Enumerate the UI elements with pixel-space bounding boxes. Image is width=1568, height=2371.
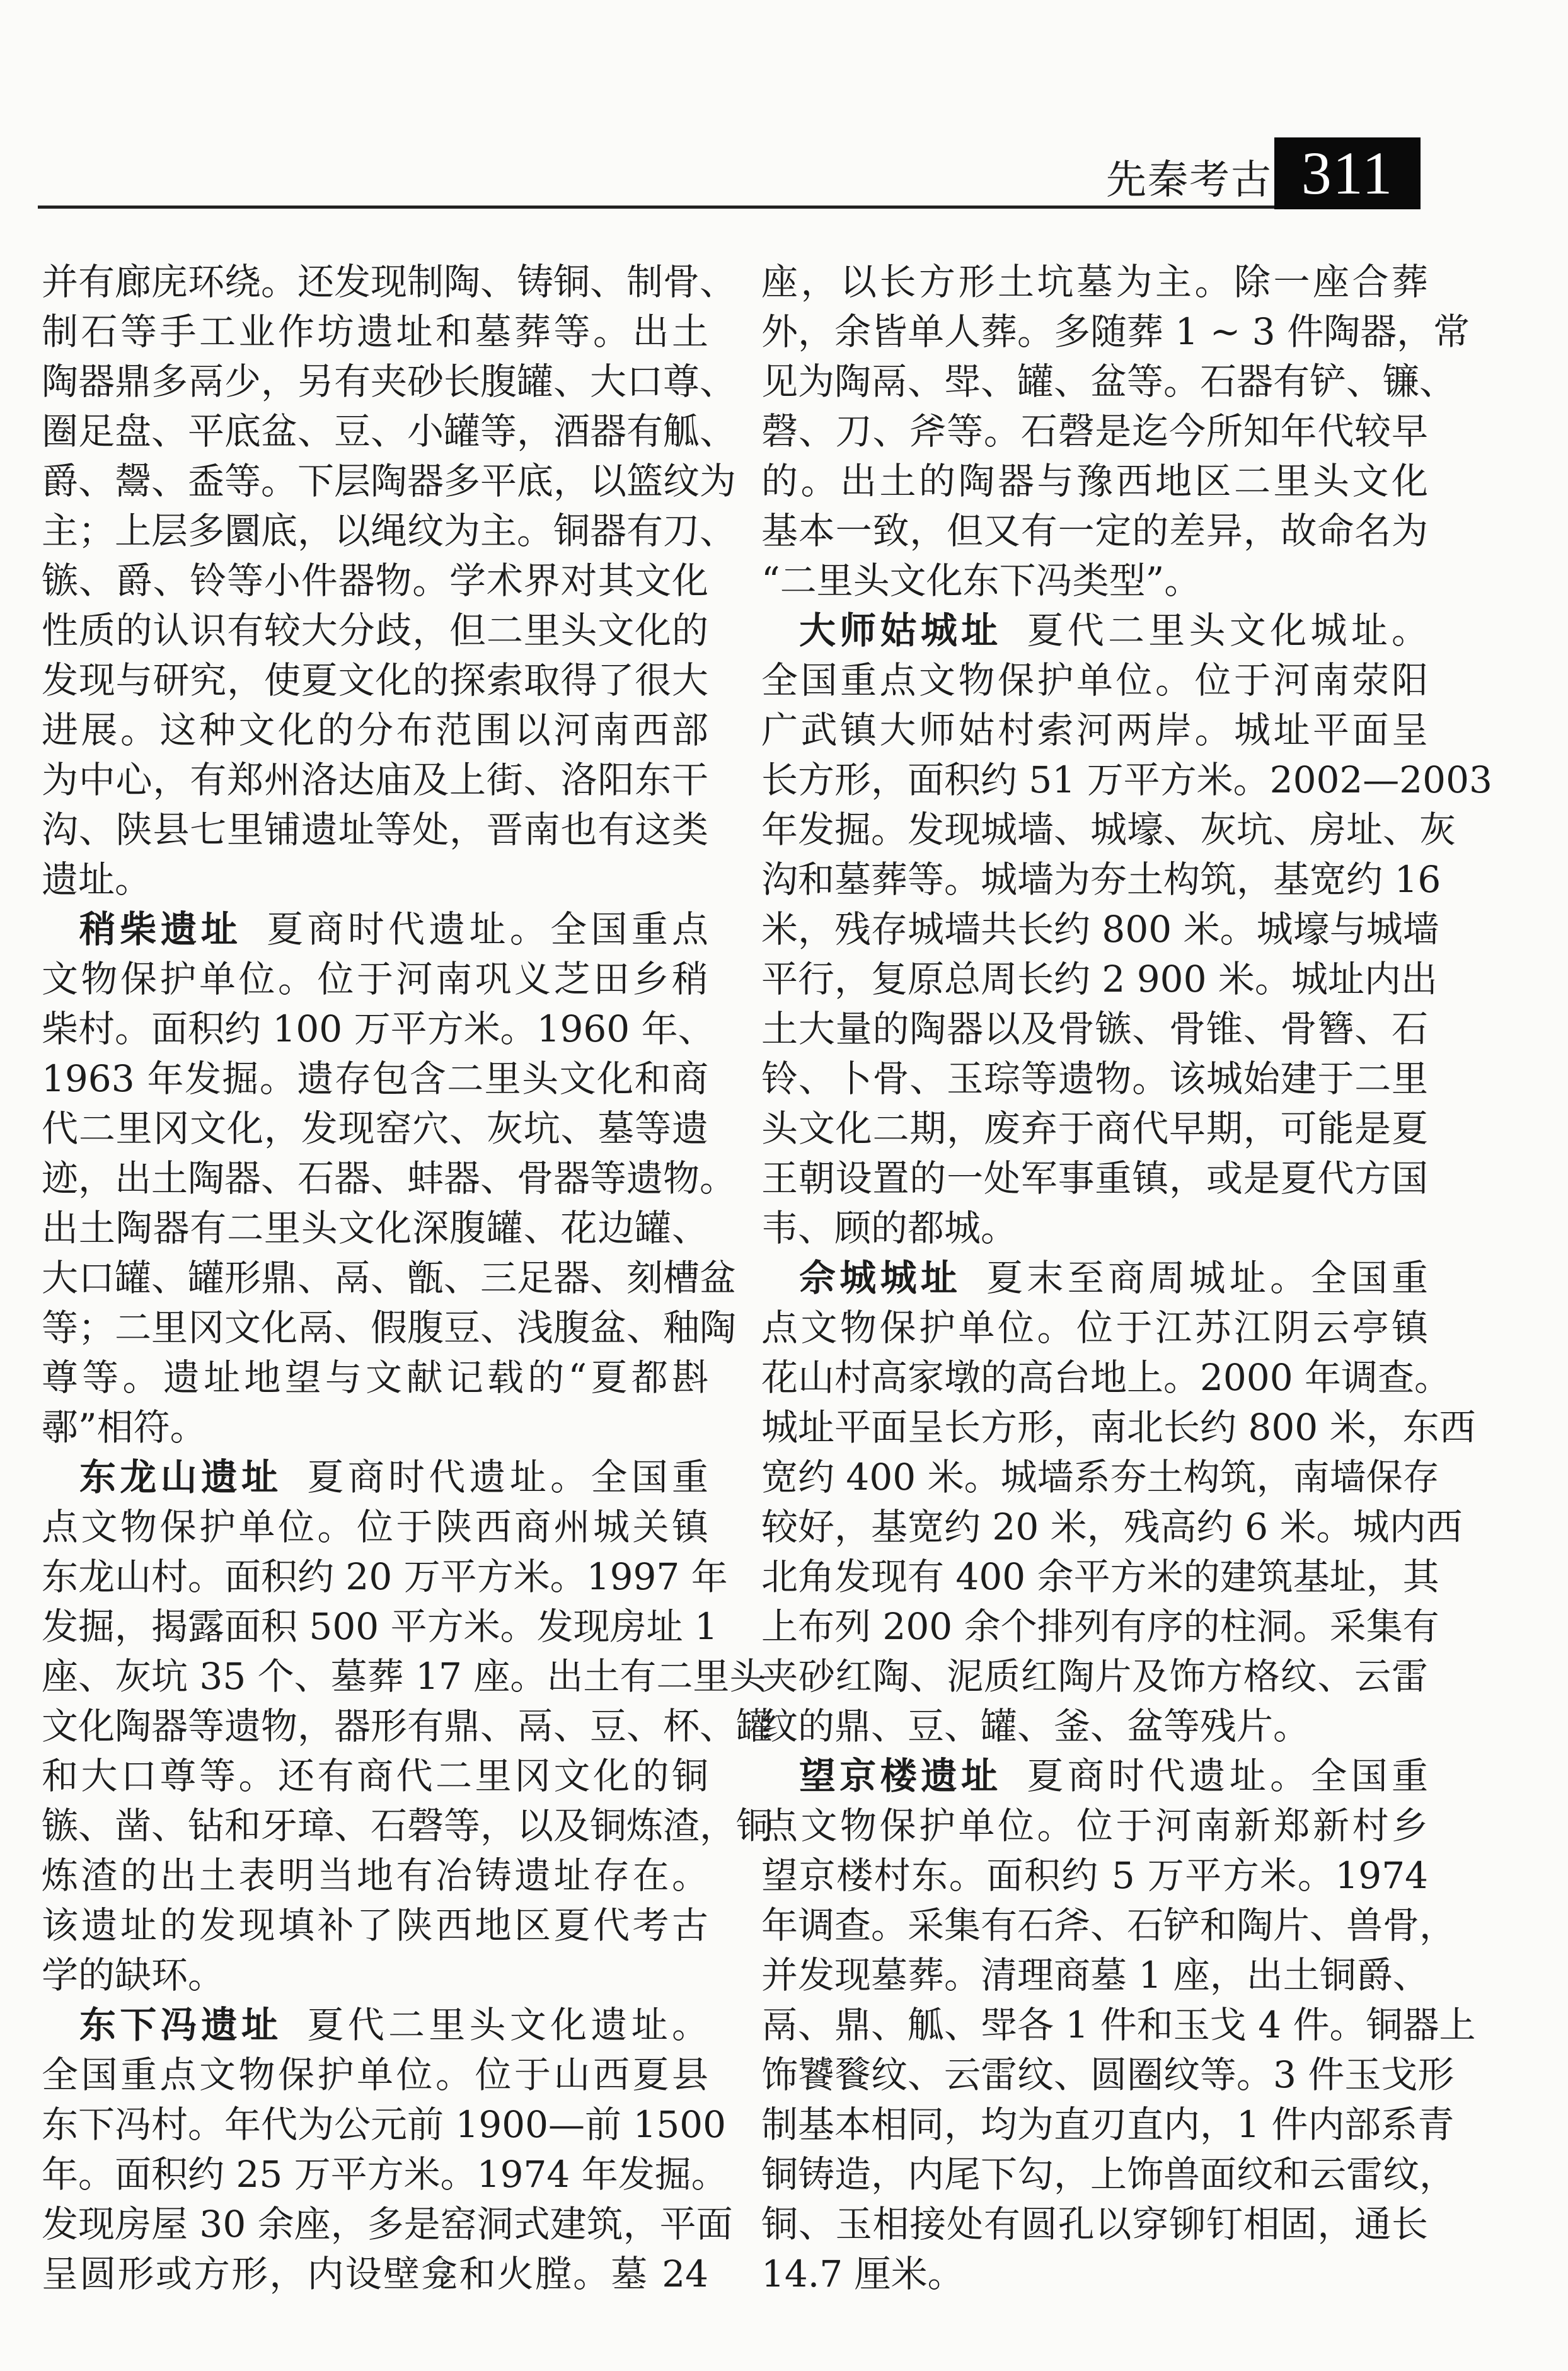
text-line: 纹的鼎、豆、罐、釜、盆等残片。 (761, 1705, 1310, 1748)
text-line: 鄩”相符。 (42, 1406, 207, 1449)
text-line: 花山村高家墩的高台地上。2000 年调查。 (761, 1356, 1451, 1399)
text-line: 呈圆形或方形，内设壁龛和火膛。墓 24 (42, 2252, 708, 2295)
text-line: 城址平面呈长方形，南北长约 800 米，东西 (761, 1406, 1476, 1449)
text-line: 年发掘。发现城墙、城壕、灰坑、房址、灰 (761, 808, 1456, 851)
text-line: 文物保护单位。位于河南巩义芝田乡稍 (42, 958, 708, 1000)
text-line: 磬、刀、斧等。石磬是迄今所知年代较早 (761, 410, 1428, 453)
entry-text: 夏代二里头文化遗址。 (307, 2003, 708, 2046)
entry-headword: 东下冯遗址 (79, 2003, 282, 2046)
text-line: 上布列 200 余个排列有序的柱洞。采集有 (761, 1605, 1439, 1648)
text-line: 广武镇大师姑村索河两岸。城址平面呈 (761, 709, 1428, 751)
text-line: 饰饕餮纹、云雷纹、圆圈纹等。3 件玉戈形 (761, 2053, 1455, 2096)
text-line: 学的缺环。 (42, 1954, 225, 1997)
entry-paragraph (761, 1253, 1476, 1751)
text-line: 土大量的陶器以及骨镞、骨锥、骨簪、石 (761, 1007, 1428, 1050)
text-line: 米，残存城墙共长约 800 米。城壕与城墙 (761, 908, 1439, 951)
text-line: 铜铸造，内尾下勾，上饰兽面纹和云雷纹， (761, 2153, 1456, 2196)
text-line: 并发现墓葬。清理商墓 1 座，出土铜爵、 (761, 1954, 1429, 1997)
header-rule (38, 206, 1276, 209)
text-line: 镞、凿、钻和牙璋、石磬等，以及铜炼渣，铜 (42, 1804, 773, 1847)
entry-headword: 望京楼遗址 (799, 1754, 1002, 1797)
text-line: 平行，复原总周长约 2 900 米。城址内出 (761, 958, 1438, 1000)
left-column (42, 257, 773, 2299)
text-line: 望京楼村东。面积约 5 万平方米。1974 (761, 1854, 1428, 1897)
entry-paragraph (42, 905, 737, 1452)
entry-paragraph (42, 1452, 773, 2000)
entry-text: 夏商时代遗址。全国重 (307, 1456, 708, 1499)
entry-paragraph (761, 606, 1492, 1253)
text-line: 年。面积约 25 万平方米。1974 年发掘。 (42, 2153, 728, 2196)
text-line (42, 2000, 708, 2050)
text-line: 的。出土的陶器与豫西地区二里头文化 (761, 460, 1428, 502)
text-line: 迹，出土陶器、石器、蚌器、骨器等遗物。 (42, 1157, 737, 1200)
text-line: 出土陶器有二里头文化深腹罐、花边罐、 (42, 1207, 708, 1249)
text-line: 进展。这种文化的分布范围以河南西部 (42, 709, 708, 751)
text-line: 北角发现有 400 余平方米的建筑基址，其 (761, 1555, 1439, 1598)
text-line: 爵、鬶、盉等。下层陶器多平底，以篮纹为 (42, 460, 737, 502)
section-title: 先秦考古 (1106, 157, 1272, 204)
text-line: “二里头文化东下冯类型”。 (761, 559, 1201, 602)
text-line: 鬲、鼎、觚、斝各 1 件和玉戈 4 件。铜器上 (761, 2003, 1476, 2046)
text-line: 尊等。遗址地望与文献记载的“夏都斟 (42, 1356, 708, 1399)
text-line (42, 905, 708, 954)
text-line: 宽约 400 米。城墙系夯土构筑，南墙保存 (761, 1456, 1439, 1499)
entry-headword: 东龙山遗址 (79, 1456, 282, 1499)
text-line: 和大口尊等。还有商代二里冈文化的铜 (42, 1754, 708, 1797)
text-line: 该遗址的发现填补了陕西地区夏代考古 (42, 1904, 708, 1947)
text-line: 镞、爵、铃等小件器物。学术界对其文化 (42, 559, 708, 602)
text-line: 制石等手工业作坊遗址和墓葬等。出土 (42, 310, 708, 353)
entry-text: 夏代二里头文化城址。 (1027, 609, 1428, 652)
text-line: 制基本相同，均为直刃直内，1 件内部系青 (761, 2103, 1455, 2146)
text-line: 柴村。面积约 100 万平方米。1960 年、 (42, 1007, 715, 1050)
text-line: 主；上层多圜底，以绳纹为主。铜器有刀、 (42, 509, 737, 552)
continued-paragraph (42, 257, 737, 905)
text-line: 点文物保护单位。位于江苏江阴云亭镇 (761, 1306, 1428, 1349)
text-line: 沟和墓葬等。城墙为夯土构筑，基宽约 16 (761, 858, 1441, 901)
text-line (761, 606, 1428, 656)
text-line: 炼渣的出土表明当地有冶铸遗址存在。 (42, 1854, 708, 1897)
text-line: 座、灰坑 35 个、墓葬 17 座。出土有二里头 (42, 1655, 766, 1698)
text-line: 为中心，有郑州洛达庙及上街、洛阳东干 (42, 758, 708, 801)
text-line: 夹砂红陶、泥质红陶片及饰方格纹、云雷 (761, 1655, 1428, 1698)
text-line: 发掘，揭露面积 500 平方米。发现房址 1 (42, 1605, 718, 1648)
entry-text: 夏末至商周城址。全国重 (986, 1256, 1428, 1299)
text-line: 年调查。采集有石斧、石铲和陶片、兽骨， (761, 1904, 1456, 1947)
text-line: 全国重点文物保护单位。位于山西夏县 (42, 2053, 708, 2096)
text-line: 较好，基宽约 20 米，残高约 6 米。城内西 (761, 1505, 1463, 1548)
text-line: 铜、玉相接处有圆孔以穿铆钉相固，通长 (761, 2203, 1428, 2246)
text-line: 代二里冈文化，发现窑穴、灰坑、墓等遗 (42, 1107, 708, 1150)
text-line: 发现与研究，使夏文化的探索取得了很大 (42, 659, 708, 702)
text-line: 王朝设置的一处军事重镇，或是夏代方国 (761, 1157, 1428, 1200)
text-line: 1963 年发掘。遗存包含二里头文化和商 (42, 1057, 708, 1100)
text-line: 等；二里冈文化鬲、假腹豆、浅腹盆、釉陶 (42, 1306, 737, 1349)
entry-headword: 佘城城址 (799, 1256, 962, 1299)
entry-paragraph (42, 2000, 733, 2299)
text-line: 14.7 厘米。 (761, 2252, 964, 2295)
entry-text: 夏商时代遗址。全国重点 (267, 908, 708, 951)
text-line: 外，余皆单人葬。多随葬 1 ~ 3 件陶器，常 (761, 310, 1470, 353)
entry-headword: 大师姑城址 (799, 609, 1002, 652)
text-line: 发现房屋 30 余座，多是窑洞式建筑，平面 (42, 2203, 733, 2246)
text-line: 陶器鼎多鬲少，另有夹砂长腹罐、大口尊、 (42, 360, 737, 403)
text-line: 头文化二期，废弃于商代早期，可能是夏 (761, 1107, 1428, 1150)
page-number: 311 (1274, 137, 1421, 209)
text-line: 大口罐、罐形鼎、鬲、甑、三足器、刻槽盆 (42, 1256, 737, 1299)
text-line: 文化陶器等遗物，器形有鼎、鬲、豆、杯、罐 (42, 1705, 773, 1748)
text-line: 点文物保护单位。位于河南新郑新村乡 (761, 1804, 1428, 1847)
entry-text: 夏商时代遗址。全国重 (1027, 1754, 1428, 1797)
text-line: 性质的认识有较大分歧，但二里头文化的 (42, 609, 708, 652)
entry-paragraph (761, 1751, 1476, 2299)
text-line: 东龙山村。面积约 20 万平方米。1997 年 (42, 1555, 728, 1598)
text-line: 全国重点文物保护单位。位于河南荥阳 (761, 659, 1428, 702)
text-line: 铃、卜骨、玉琮等遗物。该城始建于二里 (761, 1057, 1428, 1100)
text-line: 圈足盘、平底盆、豆、小罐等，酒器有觚、 (42, 410, 737, 453)
text-line: 并有廊庑环绕。还发现制陶、铸铜、制骨、 (42, 260, 737, 303)
right-column (761, 257, 1492, 2299)
text-line (761, 1751, 1428, 1801)
text-line (42, 1452, 708, 1502)
entry-headword: 稍柴遗址 (79, 908, 242, 951)
text-line: 座，以长方形土坑墓为主。除一座合葬 (761, 260, 1428, 303)
text-line: 韦、顾的都城。 (761, 1207, 1018, 1249)
text-line: 遗址。 (42, 858, 152, 901)
text-line: 东下冯村。年代为公元前 1900—前 1500 (42, 2103, 727, 2146)
text-line: 见为陶鬲、斝、罐、盆等。石器有铲、镰、 (761, 360, 1456, 403)
text-line (761, 1253, 1428, 1303)
text-line: 长方形，面积约 51 万平方米。2002—2003 (761, 758, 1492, 801)
text-line: 基本一致，但又有一定的差异，故命名为 (761, 509, 1428, 552)
text-line: 点文物保护单位。位于陕西商州城关镇 (42, 1505, 708, 1548)
text-line: 沟、陕县七里铺遗址等处，晋南也有这类 (42, 808, 708, 851)
continued-paragraph (761, 257, 1470, 606)
